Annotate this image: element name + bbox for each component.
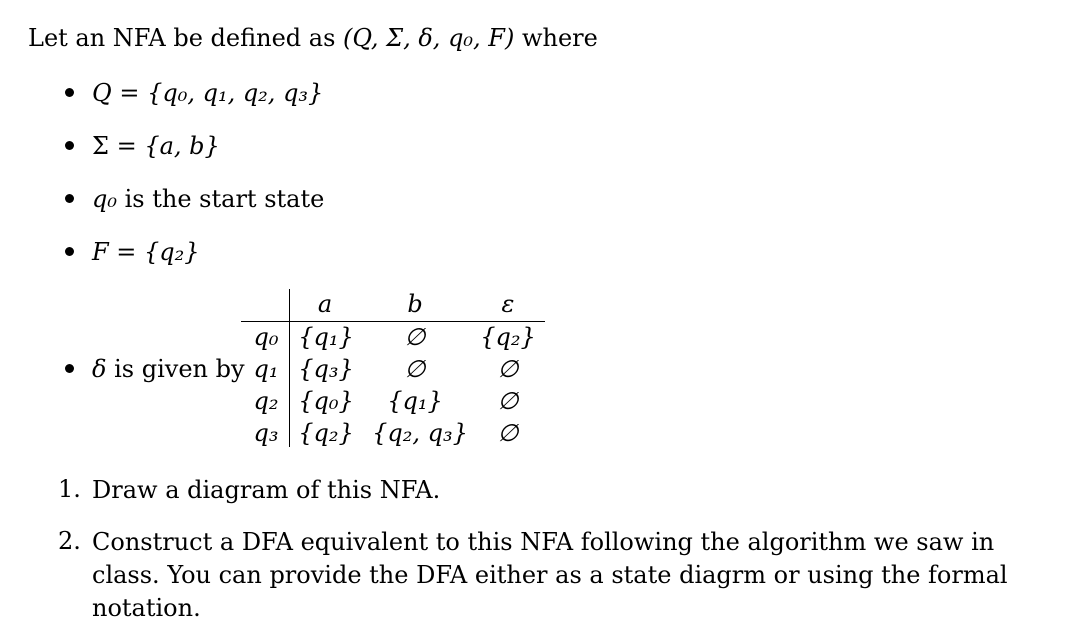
bullet-dot (65, 88, 74, 97)
row-state-label: q₃ (253, 419, 279, 447)
bullet-final-states: F = {q₂} (92, 238, 200, 266)
table-cell: {q₁} (387, 387, 443, 415)
table-cell: {q₃} (298, 355, 354, 383)
table-cell: ∅ (404, 323, 426, 351)
column-header-epsilon: ε (501, 290, 515, 318)
table-cell: {q₀} (298, 387, 354, 415)
row-state-label: q₂ (253, 387, 279, 415)
task-number: 2. (58, 527, 81, 555)
table-cell: {q₂, q₃} (372, 419, 468, 447)
table-cell: ∅ (404, 355, 426, 383)
bullet-dot (65, 247, 74, 256)
task-text: Construct a DFA equivalent to this NFA following the algorithm we saw in class. You can provide the DFA either as a state diagrm or using the formal notation. (92, 528, 1008, 622)
task-number: 1. (58, 475, 81, 503)
intro-line (28, 23, 598, 53)
table-cell: {q₂} (480, 323, 536, 351)
bullet-delta-label: δ is given by (92, 355, 245, 383)
bullet-dot (65, 364, 74, 373)
table-cell: ∅ (497, 419, 519, 447)
intro-text: Let an NFA be defined as (28, 24, 336, 52)
intro-after: where (521, 24, 598, 52)
table-cell: ∅ (497, 387, 519, 415)
column-header-a: a (317, 290, 333, 318)
table-cell: ∅ (497, 355, 519, 383)
table-cell: {q₂} (298, 419, 354, 447)
column-header-b: b (407, 290, 423, 318)
bullet-dot (65, 194, 74, 203)
row-state-label: q₁ (253, 355, 279, 383)
nfa-tuple: (Q, Σ, δ, q₀, F) (343, 24, 515, 52)
bullet-alphabet: Σ = {a, b} (92, 132, 220, 160)
bullet-states: Q = {q₀, q₁, q₂, q₃} (92, 79, 324, 107)
bullet-start-state: q₀ is the start state (92, 185, 325, 213)
row-state-label: q₀ (253, 323, 279, 351)
table-cell: {q₁} (298, 323, 354, 351)
table-vertical-rule (289, 289, 290, 447)
task-text: Draw a diagram of this NFA. (92, 476, 441, 504)
bullet-dot (65, 141, 74, 150)
